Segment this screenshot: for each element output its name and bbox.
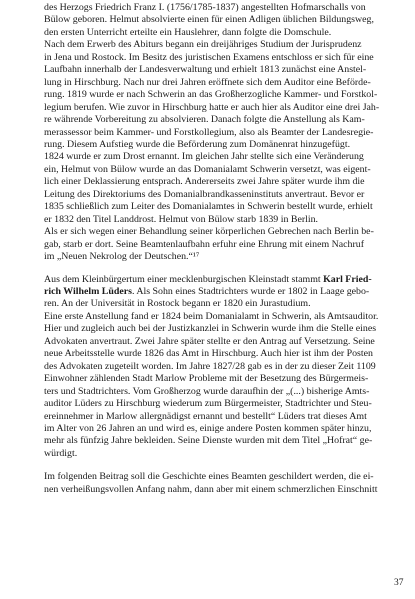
- text-line: Bülow geboren. Helmut absolvierte einen für einen Adligen üblichen Bildungsweg,: [44, 14, 374, 26]
- text-line: [44, 336, 395, 348]
- text-line: Als er sich wegen einer Behandlung seiner körperlichen Gebrechen nach Berlin be-: [44, 226, 374, 238]
- text-line: lung in Hirschburg. Nach nur drei Jahren eröffnete sich dem Auditor eine Beförde-: [44, 76, 371, 88]
- text-segment: ereinnehmer in Marlow allergnädigst ernannt und bestellt“ Lüders trat dieses Amt: [44, 410, 367, 422]
- paragraph-3: [44, 471, 395, 496]
- text-segment: Hier und zugleich auch bei der Justizkanzlei in Schwerin wurde ihm die Stelle eines: [44, 323, 377, 335]
- text-line: [44, 423, 395, 435]
- text-line: [44, 435, 395, 447]
- page-number: 37: [394, 578, 404, 588]
- text-line: [44, 323, 395, 335]
- text-line: Nach dem Erwerb des Abiturs begann ein dreijähriges Studium der Jurisprudenz: [44, 39, 362, 51]
- text-line: re währende Vorbereitung zu absolvieren. Danach folgte die Anstellung als Kam-: [44, 114, 365, 126]
- text-line: des Herzogs Friedrich Franz I. (1756/1785-1837) angestellten Hofmarschalls von: [44, 2, 366, 13]
- text-line: lich einer Deklassierung entsprach. Andererseits zwei Jahre später wurde ihm die: [44, 176, 365, 188]
- text-line: [44, 386, 395, 398]
- text-segment: Einwohner zählenden Stadt Marlow Probleme mit der Besetzung des Bürgermeis-: [44, 373, 369, 385]
- text-line: gab, starb er dort. Seine Beamtenlaufbahn erfuhr eine Ehrung mit einem Nachruf: [44, 238, 364, 250]
- text-line: [44, 361, 395, 373]
- text-line: den ersten Unterricht erteilte ein Hauslehrer, dann folgte die Domschule.: [44, 26, 332, 38]
- text-line: legium berufen. Wie zuvor in Hirschburg hatte er auch hier als Auditor eine drei Jah-: [44, 101, 380, 113]
- text-segment: würdigt.: [44, 447, 78, 459]
- text-segment: Aus dem Kleinbürgertum einer mecklenburgischen Kleinstadt stammt: [44, 273, 324, 285]
- text-line: [44, 298, 395, 310]
- text-segment: ren. An der Universität in Rostock begann er 1820 ein Jurastudium.: [44, 298, 311, 310]
- text-line: ein, Helmut von Bülow wurde an das Domanialamt Schwerin versetzt, was eigent-: [44, 163, 371, 175]
- text-segment: Advokaten anvertraut. Zwei Jahre später stellte er den Antrag auf Versetzung. Seine: [44, 335, 375, 347]
- paragraph-1: [44, 2, 395, 264]
- text-line: er 1832 den Titel Landdrost. Helmut von Bülow starb 1839 in Berlin.: [44, 213, 319, 225]
- text-line: nen verheißungsvollen Anfang nahm, dann aber mit einem schmerzlichen Einschnitt: [44, 483, 378, 495]
- text-segment: Eine erste Anstellung fand er 1824 beim Domanialamt in Schwerin, als Amtsauditor.: [44, 310, 379, 322]
- text-line: [44, 411, 395, 423]
- text-segment: im Alter von 26 Jahren an und wird es, einige andere Posten kommen später hinzu,: [44, 422, 372, 434]
- text-line: im „Neuen Nekrolog der Deutschen.“¹⁷: [44, 251, 200, 263]
- text-line: rung. Diesem Aufstieg wurde die Beförderung zum Domänenrat hinzugefügt.: [44, 138, 351, 150]
- text-line: 1824 wurde er zum Drost ernannt. Im gleichen Jahr stellte sich eine Veränderung: [44, 151, 364, 163]
- text-line: in Jena und Rostock. Im Besitz des juristischen Examens entschloss er sich für eine: [44, 51, 374, 63]
- text-line: [44, 348, 395, 360]
- paragraph-2: [44, 274, 395, 461]
- text-line: rung. 1819 wurde er nach Schwerin an das Großherzogliche Kammer- und Forstkol-: [44, 89, 378, 101]
- text-line: Im folgenden Beitrag soll die Geschichte eines Beamten geschildert werden, die ei-: [44, 471, 374, 483]
- bold-name-text: rich Wilhelm Lüders: [44, 285, 132, 297]
- bold-name-text: Karl Fried-: [323, 273, 372, 285]
- text-line: Leitung des Direktoriums des Domanialbrandkasseninstituts anvertraut. Bevor er: [44, 188, 365, 200]
- text-line: [44, 311, 395, 323]
- text-segment: mehr als fünfzig Jahre bekleiden. Seine Dienste wurden mit dem Titel „Hofrat“ ge-: [44, 435, 373, 447]
- text-segment: des Advokaten zugeteilt worden. Im Jahre 1827/28 gab es in der zu dieser Zeit 1109: [44, 360, 376, 372]
- text-line: 1835 schließlich zum Leiter des Domanialamtes in Schwerin bestellt wurde, erhielt: [44, 201, 373, 213]
- text-line: [44, 286, 395, 298]
- text-line: [44, 398, 395, 410]
- text-line: merassessor beim Kammer- und Forstkollegium, also als Beamter der Landesregie-: [44, 126, 374, 138]
- text-line: [44, 373, 395, 385]
- text-line: [44, 274, 395, 286]
- text-line: [44, 448, 395, 460]
- text-segment: . Als Sohn eines Stadtrichters wurde er 1802 in Laage gebo-: [131, 285, 370, 297]
- text-segment: auditor Lüders zu Hirschburg wiederum zum Bürgermeister, Stadtrichter und Steu-: [44, 398, 372, 410]
- text-segment: ters und Stadtrichters. Vom Großherzog wurde daraufhin der „(...) bisherige Amts-: [44, 385, 370, 397]
- text-line: Laufbahn innerhalb der Landesverwaltung und erhielt 1813 zunächst eine Anstel-: [44, 64, 367, 76]
- text-segment: neue Arbeitsstelle wurde 1826 das Amt in Hirschburg. Auch hier ist ihm der Posten: [44, 348, 373, 360]
